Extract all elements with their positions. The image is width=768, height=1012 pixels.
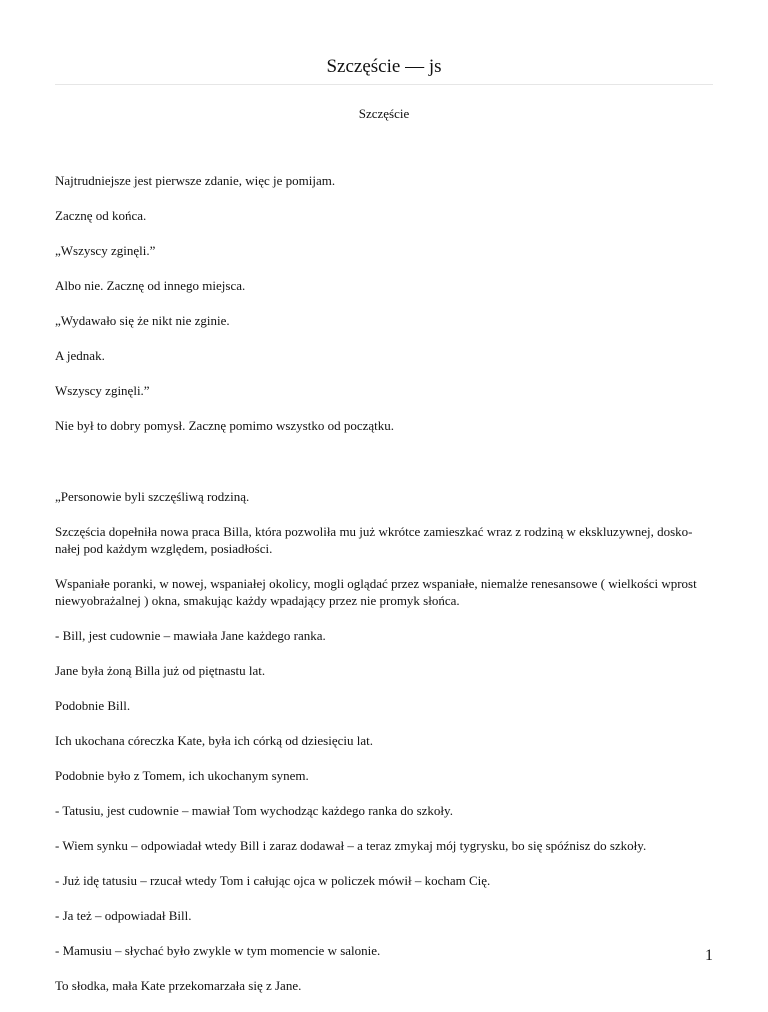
paragraph: - Bill, jest cudownie – mawiała Jane każdego ranka. (55, 628, 326, 643)
paragraph: Jane była żoną Billa już od piętnastu lat. (55, 663, 266, 678)
story-title: Szczęście (358, 106, 410, 121)
paragraph: To słodka, mała Kate przekomarzała się z Jane. (55, 978, 302, 993)
paragraph: Najtrudniejsze jest pierwsze zdanie, więc je pomijam. (55, 173, 336, 188)
paragraph: - Mamusiu – słychać było zwykle w tym momencie w salonie. (55, 943, 381, 958)
title-divider (55, 84, 713, 85)
page-number: 1 (705, 947, 713, 964)
paragraph: Nie był to dobry pomysł. Zacznę pomimo wszystko od początku. (55, 418, 395, 433)
paragraph: Zacznę od końca. (55, 208, 147, 223)
paragraph: „Personowie byli szczęśliwą rodziną. (55, 489, 250, 504)
paragraph: A jednak. (55, 348, 105, 363)
document-body (55, 172, 713, 1012)
paragraph: Wspaniałe poranki, w nowej, wspaniałej okolicy, mogli oglądać przez wspaniałe, niemalże renesansowe ( wielkości wprost niewyobrażalnej ) okna, smakując każdy wpadający przez nie promyk słońca. (55, 576, 697, 608)
paragraph: Wszyscy zginęli.” (55, 383, 150, 398)
paragraph: - Wiem synku – odpowiadał wtedy Bill i zaraz dodawał – a teraz zmykaj mój tygrysku, bo się spóźnisz do szkoły. (55, 838, 647, 853)
paragraph: - Już idę tatusiu – rzucał wtedy Tom i całując ojca w policzek mówił – kocham Cię. (55, 873, 491, 888)
paragraph: Podobnie Bill. (55, 698, 131, 713)
paragraph: Podobnie było z Tomem, ich ukochanym synem. (55, 768, 309, 783)
paragraph: „Wydawało się że nikt nie zginie. (55, 313, 230, 328)
paragraph: Szczęścia dopełniła nowa praca Billa, która pozwoliła mu już wkrótce zamieszkać wraz z rodziną w ekskluzywnej, dosko-nałej pod każdym względem, posiadłości. (55, 524, 693, 556)
paragraph: Ich ukochana córeczka Kate, była ich córką od dziesięciu lat. (55, 733, 373, 748)
paragraph: - Tatusiu, jest cudownie – mawiał Tom wychodząc każdego ranka do szkoły. (55, 803, 453, 818)
paragraph: „Wszyscy zginęli.” (55, 243, 156, 258)
paragraph: - Ja też – odpowiadał Bill. (55, 908, 192, 923)
document-title: Szczęście — js (326, 56, 442, 77)
paragraph: Albo nie. Zacznę od innego miejsca. (55, 278, 246, 293)
